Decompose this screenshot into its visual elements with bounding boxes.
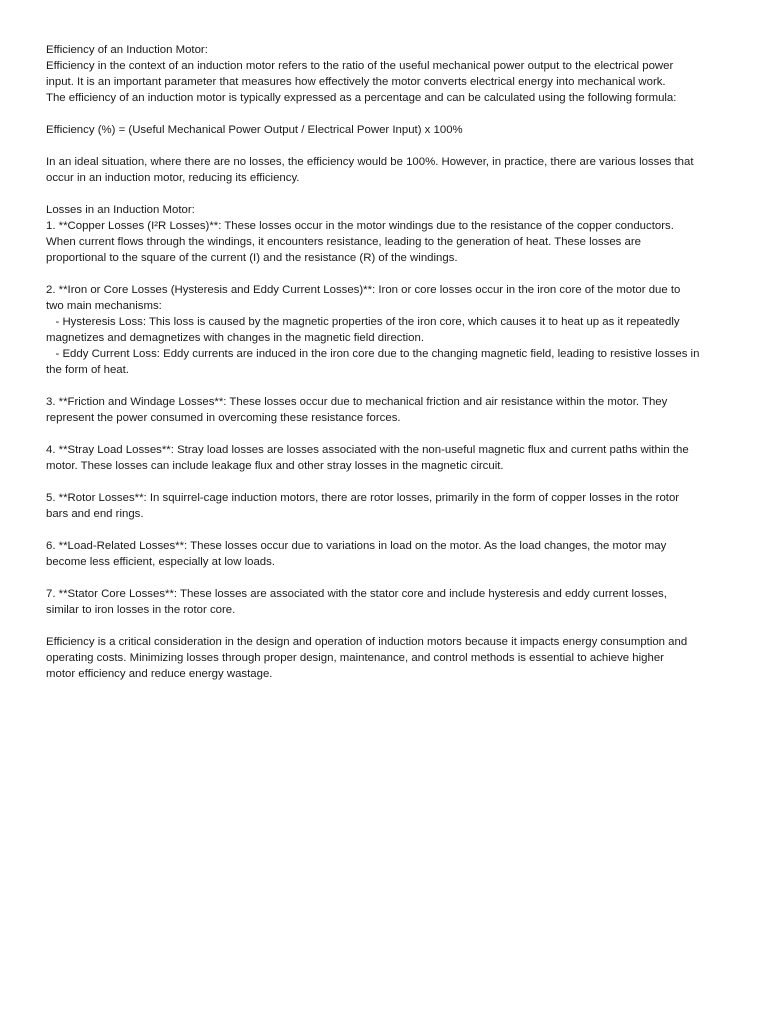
loss-line: 2. **Iron or Core Losses (Hysteresis and Eddy Current Losses)**: Iron or core losses occur in the iron core of the motor due to: [46, 284, 681, 296]
loss-line: similar to iron losses in the rotor core.: [46, 604, 236, 616]
efficiency-formula: Efficiency (%) = (Useful Mechanical Power Output / Electrical Power Input) x 100%: [46, 124, 463, 136]
loss-line: the form of heat.: [46, 364, 129, 376]
loss-line: bars and end rings.: [46, 508, 144, 520]
ideal-line: occur in an induction motor, reducing its efficiency.: [46, 172, 300, 184]
paragraph-spacer: [46, 186, 722, 202]
loss-item-copper: [46, 218, 722, 266]
loss-line: When current flows through the windings, it encounters resistance, leading to the generation of heat. These losses are: [46, 236, 641, 248]
conclusion-line: motor efficiency and reduce energy wastage.: [46, 668, 273, 680]
intro-line: Efficiency in the context of an induction motor refers to the ratio of the useful mechanical power output to the electrical power: [46, 60, 674, 72]
document-page: [46, 42, 722, 682]
loss-line: 7. **Stator Core Losses**: These losses are associated with the stator core and include hysteresis and eddy current losses,: [46, 588, 667, 600]
loss-item-iron-core: [46, 282, 722, 378]
paragraph-spacer: [46, 106, 722, 122]
loss-line: represent the power consumed in overcoming these resistance forces.: [46, 412, 401, 424]
loss-line: 4. **Stray Load Losses**: Stray load losses are losses associated with the non-useful magnetic flux and current paths within the: [46, 444, 689, 456]
loss-line: 5. **Rotor Losses**: In squirrel-cage induction motors, there are rotor losses, primarily in the form of copper losses in the rotor: [46, 492, 680, 504]
paragraph-spacer: [46, 138, 722, 154]
intro-paragraph: [46, 58, 722, 106]
paragraph-spacer: [46, 522, 722, 538]
loss-item-friction-windage: [46, 394, 722, 426]
loss-item-stray-load: [46, 442, 722, 474]
intro-line: The efficiency of an induction motor is typically expressed as a percentage and can be calculated using the following formula:: [46, 92, 677, 104]
paragraph-spacer: [46, 378, 722, 394]
loss-line: 6. **Load-Related Losses**: These losses occur due to variations in load on the motor. As the load changes, the motor may: [46, 540, 667, 552]
ideal-line: In an ideal situation, where there are no losses, the efficiency would be 100%. However, in practice, there are various losses that: [46, 156, 694, 168]
loss-line: proportional to the square of the current (I) and the resistance (R) of the windings.: [46, 252, 458, 264]
paragraph-spacer: [46, 618, 722, 634]
loss-line: two main mechanisms:: [46, 300, 162, 312]
loss-line: magnetizes and demagnetizes with changes in the magnetic field direction.: [46, 332, 425, 344]
conclusion-line: operating costs. Minimizing losses through proper design, maintenance, and control methods is essential to achieve higher: [46, 652, 664, 664]
paragraph-spacer: [46, 570, 722, 586]
loss-line: 3. **Friction and Windage Losses**: These losses occur due to mechanical friction and air resistance within the motor. They: [46, 396, 668, 408]
loss-item-stator-core: [46, 586, 722, 618]
loss-line: - Eddy Current Loss: Eddy currents are induced in the iron core due to the changing magnetic field, leading to resistive losses in: [46, 348, 700, 360]
intro-line: input. It is an important parameter that measures how effectively the motor converts electrical energy into mechanical work.: [46, 76, 666, 88]
loss-line: become less efficient, especially at low loads.: [46, 556, 275, 568]
paragraph-spacer: [46, 426, 722, 442]
loss-line: 1. **Copper Losses (I²R Losses)**: These losses occur in the motor windings due to the resistance of the copper conductors.: [46, 220, 674, 232]
conclusion-line: Efficiency is a critical consideration in the design and operation of induction motors because it impacts energy consumption and: [46, 636, 688, 648]
loss-item-load-related: [46, 538, 722, 570]
paragraph-spacer: [46, 266, 722, 282]
document-title: Efficiency of an Induction Motor:: [46, 44, 208, 56]
losses-heading: Losses in an Induction Motor:: [46, 204, 195, 216]
loss-item-rotor: [46, 490, 722, 522]
paragraph-spacer: [46, 474, 722, 490]
ideal-paragraph: [46, 154, 722, 186]
loss-line: motor. These losses can include leakage flux and other stray losses in the magnetic circuit.: [46, 460, 504, 472]
conclusion-paragraph: [46, 634, 722, 682]
loss-line: - Hysteresis Loss: This loss is caused by the magnetic properties of the iron core, which causes it to heat up as it repeatedly: [46, 316, 680, 328]
